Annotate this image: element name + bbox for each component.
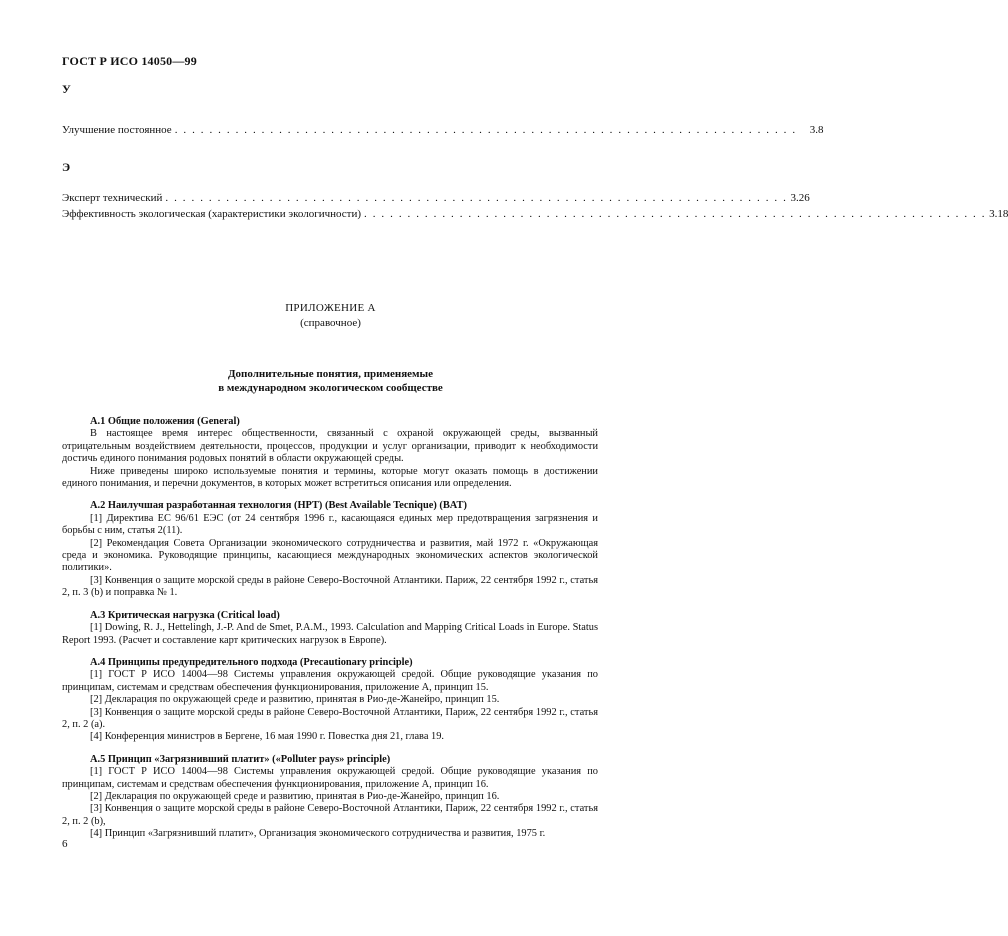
section-title: А.2 Наилучшая разработанная технология (НРТ) (Best Available Tecnique) (BAT) <box>90 500 467 512</box>
index-entry <box>62 206 1008 222</box>
appendix-subtitle: (справочное) <box>300 317 361 329</box>
index-leader-dots: . . . . . . . . . . . . . . . . . . . . . . . . . . . . . . . . . . . . . . . . . . . . . . . . . . . . . . . . . . . . . . . . . . . . . . . . <box>174 124 797 136</box>
section-paragraph: [2] Рекомендация Совета Организации экономического сотрудничества и развития, май 1972 г. «Окружающая среда и экономика. Руководящие принципы, касающиеся международных экономических аспектов экологической политики». <box>62 537 598 574</box>
section-paragraph: [3] Конвенция о защите морской среды в районе Северо-Восточной Атлантики, Париж, 22 сентября 1992 г., статья 2, п. 2 (а). <box>62 706 598 730</box>
index-term: Улучшение постоянное <box>62 124 172 136</box>
index-ref: 3.26 <box>790 192 810 204</box>
index-ref: 3.18 <box>989 208 1008 220</box>
document-header: ГОСТ Р ИСО 14050—99 <box>62 54 197 68</box>
appendix-heading-line2: в международном экологическом сообществе <box>218 382 443 394</box>
appendix-title: ПРИЛОЖЕНИЕ А <box>285 302 376 314</box>
section-a2 <box>62 500 598 599</box>
index-letter-u: У <box>62 82 71 96</box>
section-paragraph: [1] Dowing, R. J., Hettelingh, J.-P. And de Smet, P.A.M., 1993. Calculation and Mapping Critical Loads in Europe. Status Report 1993. (Расчет и составление карт критических нагрузок в Европе). <box>62 622 598 646</box>
section-paragraph: [3] Конвенция о защите морской среды в районе Северо-Восточной Атлантики. Париж, 22 сентября 1992 г., статья 2, п. 3 (b) и поправка № 1. <box>62 574 598 599</box>
index-term: Эффективность экологическая (характеристики экологичности) <box>62 208 362 220</box>
index-leader-dots: . . . . . . . . . . . . . . . . . . . . . . . . . . . . . . . . . . . . . . . . . . . . . . . . . . . . . . . . . . . . . . . . . . . . . . . . <box>165 192 788 204</box>
section-paragraph: [2] Декларация по окружающей среде и развитию, принятая в Рио-де-Жанейро, принцип 16. <box>90 790 500 802</box>
index-entry <box>62 190 810 206</box>
index-letter-e: Э <box>62 160 71 174</box>
section-paragraph: Ниже приведены широко используемые понятия и термины, которые могут оказать помощь в достижении единого понимания, и перечни документов, в которых может встретиться описания или определения. <box>62 465 598 490</box>
index-ref: 3.8 <box>809 124 824 136</box>
index-entry <box>62 122 824 138</box>
section-paragraph: [1] Директива ЕС 96/61 ЕЭС (от 24 сентября 1996 г., касающаяся единых мер предотвращения загрязнения и борьбы с ним, статья 2(11). <box>62 512 598 537</box>
section-a4 <box>62 657 598 744</box>
section-paragraph: [4] Принцип «Загрязнивший платит», Организация экономического сотрудничества и развития, 1975 г. <box>90 828 546 840</box>
section-a3 <box>62 610 598 647</box>
section-paragraph: [1] ГОСТ Р ИСО 14004—98 Системы управления окружающей средой. Общие руководящие указания по принципам, системам и средствам обеспечения функционирования, приложение А, принцип 16. <box>62 766 598 790</box>
appendix-body <box>62 416 598 841</box>
section-title: А.3 Критическая нагрузка (Critical load) <box>90 609 280 621</box>
section-title: А.5 Принцип «Загрязнивший платит» («Polluter pays» principle) <box>90 753 391 765</box>
index-leader-dots: . . . . . . . . . . . . . . . . . . . . . . . . . . . . . . . . . . . . . . . . . . . . . . . . . . . . . . . . . . . . . . . . . . . . . . . . <box>364 208 987 220</box>
section-paragraph: [1] ГОСТ Р ИСО 14004—98 Системы управления окружающей средой. Общие руководящие указания по принципам, системам и средствам обеспечения функционирования, приложение А, принцип 15. <box>62 669 598 693</box>
section-title: А.4 Принципы предупредительного подхода (Precautionary principle) <box>90 656 413 668</box>
section-a1 <box>62 416 598 490</box>
section-title: А.1 Общие положения (General) <box>90 416 240 427</box>
section-paragraph: [3] Конвенция о защите морской среды в районе Северо-Восточной Атлантики, Париж, 22 сентября 1992 г., статья 2, п. 2 (b), <box>62 803 598 827</box>
index-term: Эксперт технический <box>62 192 163 204</box>
section-paragraph: В настоящее время интерес общественности, связанный с охраной окружающей среды, вызванный отрицательным воздействием деятельности, процессов, продукции и услуг организации, приводит к необходимости достичь единого понимания родовых понятий в области окружающей среды. <box>62 428 598 465</box>
appendix-heading-line1: Дополнительные понятия, применяемые <box>227 368 434 380</box>
page-number: 6 <box>62 838 68 850</box>
section-paragraph: [2] Декларация по окружающей среде и развитию, принятая в Рио-де-Жанейро, принцип 15. <box>90 694 500 706</box>
section-a5 <box>62 754 598 841</box>
section-paragraph: [4] Конференция министров в Бергене, 16 мая 1990 г. Повестка дня 21, глава 19. <box>90 731 445 743</box>
